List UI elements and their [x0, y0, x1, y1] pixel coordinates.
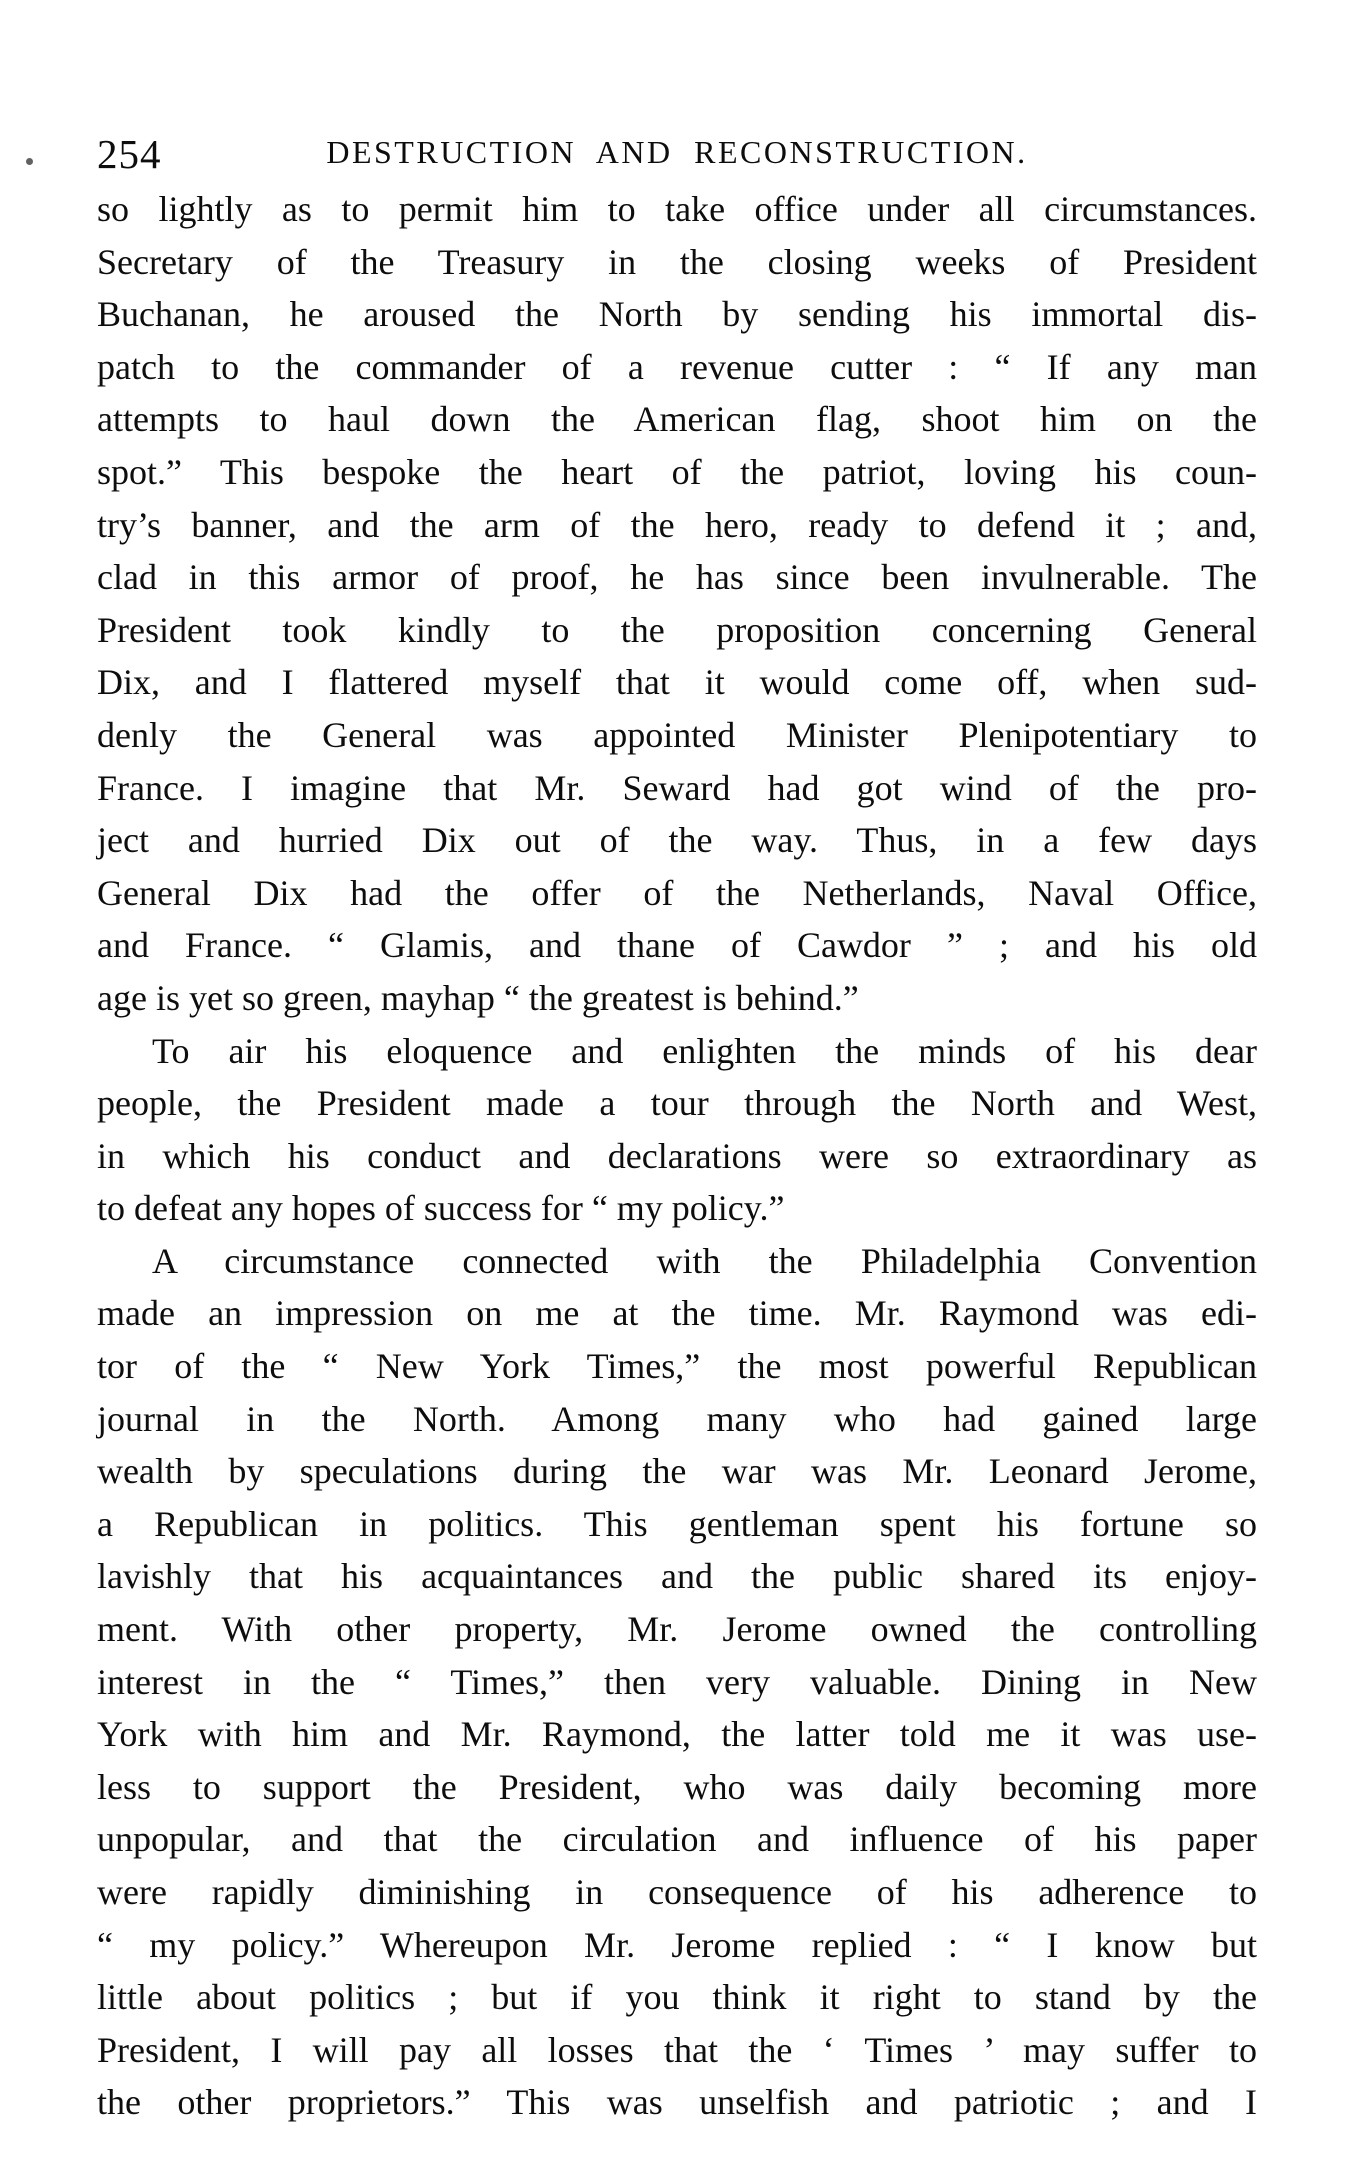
- text-line: York with him and Mr. Raymond, the latter told me it was use-: [97, 1714, 1257, 1755]
- page-header: [97, 128, 1257, 188]
- text-line: less to support the President, who was daily becoming more: [97, 1766, 1257, 1807]
- text-line: in which his conduct and declarations were so extraordinary as: [97, 1135, 1257, 1176]
- text-line: a Republican in politics. This gentleman spent his fortune so: [97, 1503, 1257, 1544]
- text-line: patch to the commander of a revenue cutter : “ If any man: [97, 346, 1257, 387]
- text-line: France. I imagine that Mr. Seward had got wind of the pro-: [97, 767, 1257, 808]
- text-line: age is yet so green, mayhap “ the greatest is behind.”: [97, 977, 859, 1018]
- text-line: President took kindly to the proposition concerning General: [97, 609, 1257, 650]
- page-number: 254: [97, 131, 162, 177]
- text-line: Buchanan, he aroused the North by sending his immortal dis-: [97, 294, 1257, 335]
- text-line: and France. “ Glamis, and thane of Cawdor ” ; and his old: [97, 925, 1257, 966]
- text-line: so lightly as to permit him to take office under all circumstances.: [97, 189, 1257, 229]
- text-line: Secretary of the Treasury in the closing weeks of President: [97, 241, 1257, 282]
- text-line: To air his eloquence and enlighten the minds of his dear: [152, 1030, 1257, 1071]
- text-line: General Dix had the offer of the Netherlands, Naval Office,: [97, 872, 1257, 913]
- text-line: unpopular, and that the circulation and influence of his paper: [97, 1819, 1257, 1860]
- text-line: journal in the North. Among many who had gained large: [97, 1398, 1257, 1439]
- text-line: the other proprietors.” This was unselfish and patriotic ; and I: [97, 2082, 1257, 2123]
- text-line: to defeat any hopes of success for “ my policy.”: [97, 1188, 785, 1229]
- text-line: lavishly that his acquaintances and the public shared its enjoy-: [97, 1556, 1257, 1597]
- text-line: Dix, and I flattered myself that it would come off, when sud-: [97, 662, 1257, 703]
- text-line: were rapidly diminishing in consequence of his adherence to: [97, 1872, 1257, 1912]
- text-line: “ my policy.” Whereupon Mr. Jerome replied : “ I know but: [97, 1924, 1257, 1965]
- text-line: clad in this armor of proof, he has since been invulnerable. The: [97, 557, 1257, 598]
- body-text: [97, 183, 1257, 2129]
- text-line: A circumstance connected with the Philadelphia Convention: [152, 1240, 1257, 1281]
- text-line: ment. With other property, Mr. Jerome owned the controlling: [97, 1609, 1257, 1650]
- text-line: President, I will pay all losses that the ‘ Times ’ may suffer to: [97, 2029, 1257, 2070]
- text-line: ject and hurried Dix out of the way. Thus, in a few days: [97, 820, 1257, 861]
- scan-artifact-dot: [26, 158, 33, 165]
- text-line: people, the President made a tour through the North and West,: [97, 1083, 1257, 1124]
- text-line: made an impression on me at the time. Mr. Raymond was edi-: [97, 1293, 1257, 1334]
- text-line: interest in the “ Times,” then very valuable. Dining in New: [97, 1661, 1257, 1702]
- text-line: wealth by speculations during the war was Mr. Leonard Jerome,: [97, 1451, 1257, 1492]
- text-line: tor of the “ New York Times,” the most powerful Republican: [97, 1346, 1257, 1387]
- text-line: little about politics ; but if you think it right to stand by the: [97, 1977, 1257, 2018]
- text-line: attempts to haul down the American flag, shoot him on the: [97, 399, 1257, 440]
- text-line: spot.” This bespoke the heart of the patriot, loving his coun-: [97, 451, 1257, 492]
- text-line: denly the General was appointed Minister Plenipotentiary to: [97, 714, 1257, 755]
- running-title: DESTRUCTION AND RECONSTRUCTION.: [326, 134, 1028, 170]
- text-line: try’s banner, and the arm of the hero, ready to defend it ; and,: [97, 504, 1257, 545]
